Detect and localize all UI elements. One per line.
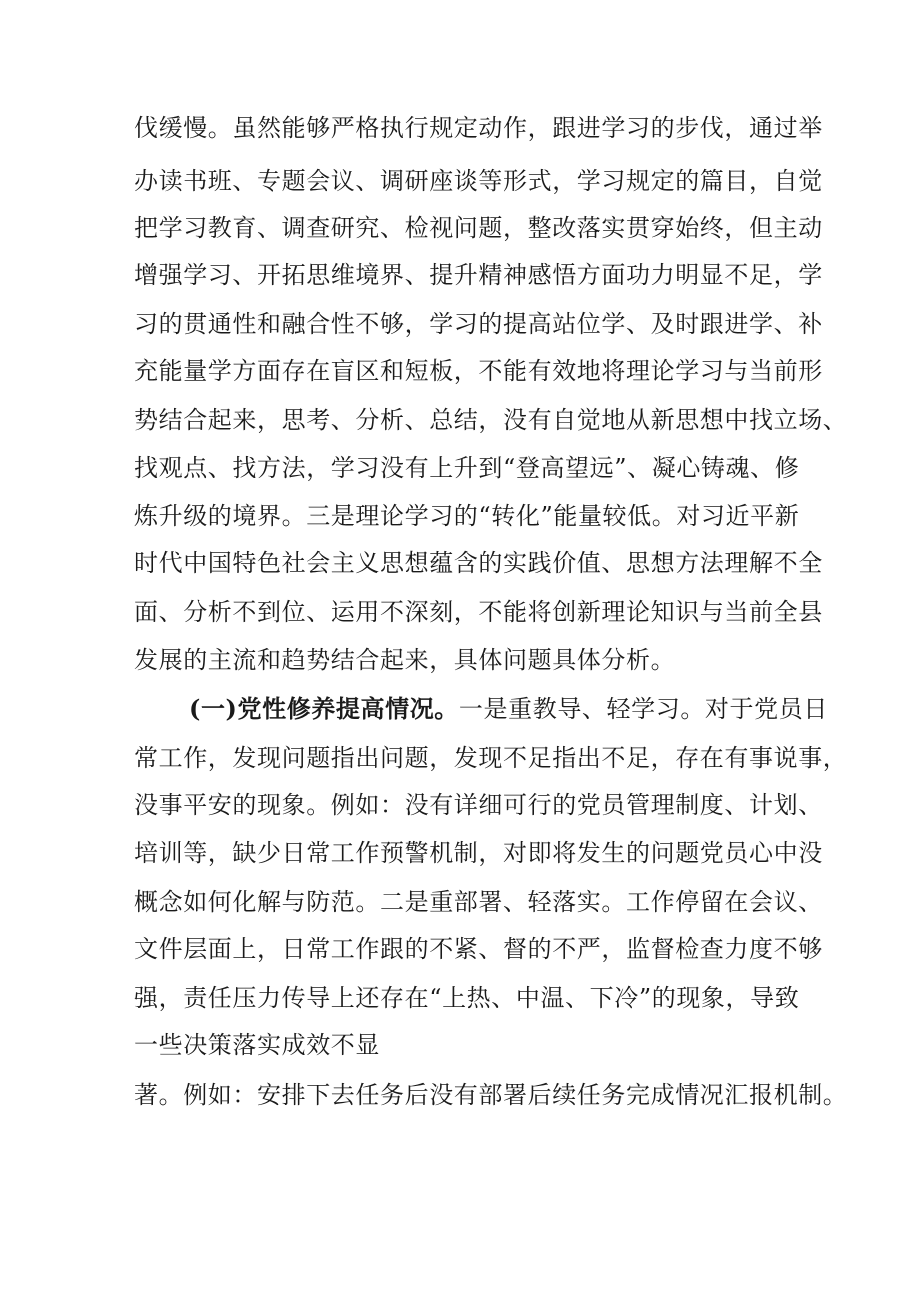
text-line: 没事平安的现象。例如：没有详细可行的党员管理制度、计划、 <box>134 791 823 819</box>
section-first-line <box>189 694 828 724</box>
text-line: 找观点、找方法，学习没有上升到“登高望远”、凝心铸魂、修 <box>134 454 800 482</box>
text-line: 伐缓慢。虽然能够严格执行规定动作，跟进学习的步伐，通过举 <box>134 114 823 142</box>
text-line: 增强学习、开拓思维境界、提升精神感悟方面功力明显不足，学 <box>134 261 823 289</box>
text-line: 充能量学方面存在盲区和短板，不能有效地将理论学习与当前形 <box>134 357 823 385</box>
text-line: 概念如何化解与防范。二是重部署、轻落实。工作停留在会议、 <box>134 888 823 916</box>
section-heading: (一)党性修养提高情况。 <box>189 694 459 723</box>
text-span: 一是重教导、轻学习。对于党员日 <box>458 695 828 723</box>
text-line: 培训等，缺少日常工作预警机制，对即将发生的问题党员心中没 <box>134 839 823 867</box>
text-line: 著。例如：安排下去任务后没有部署后续任务完成情况汇报机制。 <box>134 1081 848 1109</box>
text-line: 强，责任压力传导上还存在“上热、中温、下冷”的现象，导致 <box>134 984 800 1012</box>
text-line: 办读书班、专题会议、调研座谈等形式，学习规定的篇目，自觉 <box>134 167 823 195</box>
text-line: 文件层面上，日常工作跟的不紧、督的不严，监督检查力度不够 <box>134 935 823 963</box>
text-line: 面、分析不到位、运用不深刻，不能将创新理论知识与当前全县 <box>134 598 823 626</box>
text-line: 一些决策落实成效不显 <box>134 1031 380 1059</box>
text-line: 常工作，发现问题指出问题，发现不足指出不足，存在有事说事， <box>134 744 848 772</box>
text-line: 炼升级的境界。三是理论学习的“转化”能量较低。对习近平新 <box>134 502 800 530</box>
text-line: 时代中国特色社会主义思想蕴含的实践价值、思想方法理解不全 <box>134 549 823 577</box>
text-line: 发展的主流和趋势结合起来，具体问题具体分析。 <box>134 646 676 674</box>
text-line: 习的贯通性和融合性不够，学习的提高站位学、及时跟进学、补 <box>134 310 823 338</box>
text-line: 势结合起来，思考、分析、总结，没有自觉地从新思想中找立场、 <box>134 406 848 434</box>
text-line: 把学习教育、调查研究、检视问题，整改落实贯穿始终，但主动 <box>134 214 823 242</box>
